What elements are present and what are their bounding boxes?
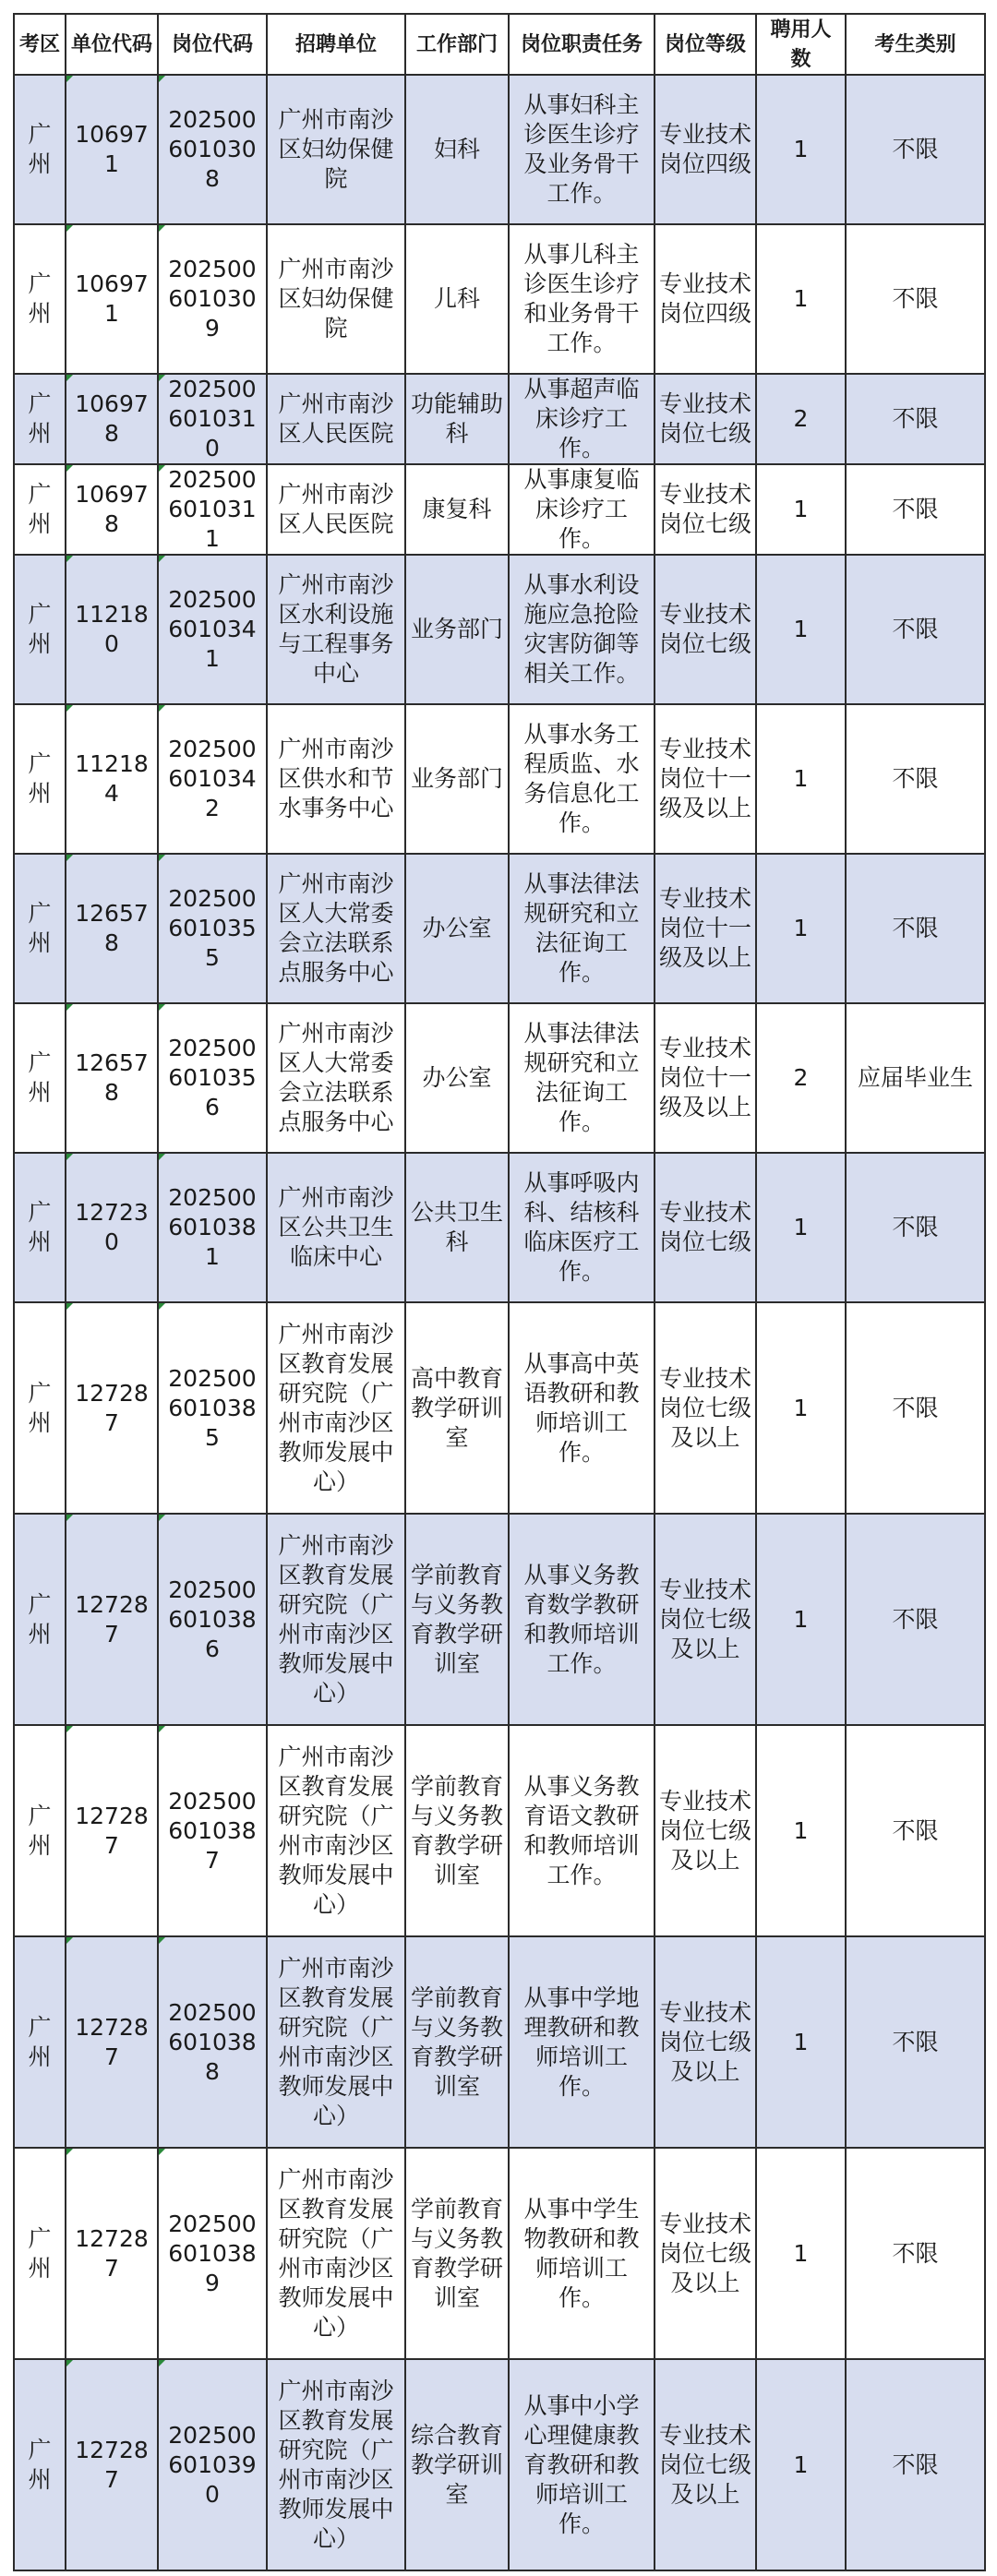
cell-count: 1 [756,854,846,1003]
header-region: 考区 [14,14,66,75]
cell-category: 不限 [846,555,985,704]
table-row [14,2148,985,2359]
cell-level: 专业技术岗位十一级及以上 [655,1003,756,1153]
cell-unit: 广州市南沙区人民医院 [267,374,405,464]
cell-job: 2025006010381 [158,1153,267,1302]
cell-dept: 妇科 [405,75,509,224]
cell-level: 专业技术岗位四级 [655,75,756,224]
cell-duty: 从事法律法规研究和立法征询工作。 [509,1003,655,1153]
cell-region: 广州 [14,2359,66,2570]
cell-job: 2025006010386 [158,1514,267,1725]
cell-category: 不限 [846,75,985,224]
header-unit: 招聘单位 [267,14,405,75]
cell-category: 不限 [846,704,985,854]
cell-unit: 广州市南沙区教育发展研究院（广州市南沙区教师发展中心） [267,1302,405,1514]
cell-region: 广州 [14,1003,66,1153]
cell-unit: 广州市南沙区供水和节水事务中心 [267,704,405,854]
cell-code: 106971 [66,75,158,224]
cell-unit: 广州市南沙区妇幼保健院 [267,75,405,224]
cell-unit: 广州市南沙区人民医院 [267,464,405,555]
table-row [14,1003,985,1153]
cell-category: 不限 [846,224,985,374]
cell-count: 2 [756,1003,846,1153]
cell-code: 127287 [66,2148,158,2359]
table-row [14,1514,985,1725]
cell-code: 106971 [66,224,158,374]
cell-level: 专业技术岗位七级及以上 [655,2359,756,2570]
cell-duty: 从事法律法规研究和立法征询工作。 [509,854,655,1003]
cell-code: 127287 [66,1302,158,1514]
table-body [14,75,985,2570]
cell-unit: 广州市南沙区教育发展研究院（广州市南沙区教师发展中心） [267,2359,405,2570]
header-category: 考生类别 [846,14,985,75]
table-row [14,1725,985,1936]
cell-code: 127287 [66,1725,158,1936]
cell-category: 不限 [846,464,985,555]
cell-code: 127287 [66,1514,158,1725]
cell-level: 专业技术岗位十一级及以上 [655,704,756,854]
table-row [14,464,985,555]
cell-dept: 功能辅助科 [405,374,509,464]
header-duty: 岗位职责任务 [509,14,655,75]
cell-category: 不限 [846,854,985,1003]
cell-dept: 办公室 [405,1003,509,1153]
cell-dept: 公共卫生科 [405,1153,509,1302]
cell-dept: 业务部门 [405,704,509,854]
cell-region: 广州 [14,704,66,854]
cell-job: 2025006010388 [158,1936,267,2148]
cell-region: 广州 [14,2148,66,2359]
cell-region: 广州 [14,1936,66,2148]
cell-duty: 从事呼吸内科、结核科临床医疗工作。 [509,1153,655,1302]
cell-level: 专业技术岗位七级及以上 [655,1936,756,2148]
cell-job: 2025006010341 [158,555,267,704]
cell-unit: 广州市南沙区公共卫生临床中心 [267,1153,405,1302]
cell-job: 2025006010356 [158,1003,267,1153]
cell-category: 不限 [846,374,985,464]
recruitment-table-container [13,13,984,2571]
cell-unit: 广州市南沙区教育发展研究院（广州市南沙区教师发展中心） [267,1514,405,1725]
table-row [14,75,985,224]
cell-duty: 从事义务教育数学教研和教师培训工作。 [509,1514,655,1725]
cell-count: 1 [756,464,846,555]
cell-count: 1 [756,2359,846,2570]
cell-region: 广州 [14,1725,66,1936]
cell-count: 1 [756,555,846,704]
cell-region: 广州 [14,374,66,464]
cell-level: 专业技术岗位七级 [655,464,756,555]
cell-code: 126578 [66,1003,158,1153]
recruitment-table [13,13,986,2571]
cell-category: 不限 [846,1936,985,2148]
cell-level: 专业技术岗位七级 [655,374,756,464]
cell-duty: 从事中学地理教研和教师培训工作。 [509,1936,655,2148]
cell-region: 广州 [14,1153,66,1302]
cell-code: 112180 [66,555,158,704]
cell-dept: 康复科 [405,464,509,555]
cell-level: 专业技术岗位七级及以上 [655,2148,756,2359]
cell-job: 2025006010385 [158,1302,267,1514]
cell-category: 不限 [846,1725,985,1936]
table-row [14,374,985,464]
cell-count: 1 [756,704,846,854]
cell-region: 广州 [14,555,66,704]
cell-job: 2025006010311 [158,464,267,555]
cell-unit: 广州市南沙区教育发展研究院（广州市南沙区教师发展中心） [267,2148,405,2359]
cell-region: 广州 [14,1514,66,1725]
cell-level: 专业技术岗位七级 [655,1153,756,1302]
cell-job: 2025006010310 [158,374,267,464]
cell-count: 1 [756,224,846,374]
cell-count: 1 [756,1514,846,1725]
table-row [14,555,985,704]
cell-unit: 广州市南沙区教育发展研究院（广州市南沙区教师发展中心） [267,1936,405,2148]
header-job-code: 岗位代码 [158,14,267,75]
cell-dept: 学前教育与义务教育教学研训室 [405,1514,509,1725]
cell-region: 广州 [14,1302,66,1514]
cell-dept: 办公室 [405,854,509,1003]
cell-duty: 从事高中英语教研和教师培训工作。 [509,1302,655,1514]
cell-duty: 从事义务教育语文教研和教师培训工作。 [509,1725,655,1936]
cell-duty: 从事水务工程质监、水务信息化工作。 [509,704,655,854]
cell-duty: 从事儿科主诊医生诊疗和业务骨干工作。 [509,224,655,374]
cell-job: 2025006010308 [158,75,267,224]
cell-count: 1 [756,75,846,224]
table-row [14,704,985,854]
cell-duty: 从事中学生物教研和教师培训工作。 [509,2148,655,2359]
table-row [14,1153,985,1302]
cell-code: 106978 [66,374,158,464]
cell-count: 1 [756,1302,846,1514]
cell-code: 106978 [66,464,158,555]
table-row [14,2359,985,2570]
cell-job: 2025006010309 [158,224,267,374]
header-count: 聘用人数 [756,14,846,75]
table-row [14,1302,985,1514]
cell-count: 2 [756,374,846,464]
cell-region: 广州 [14,224,66,374]
cell-level: 专业技术岗位七级及以上 [655,1514,756,1725]
cell-dept: 综合教育教学研训室 [405,2359,509,2570]
cell-code: 112184 [66,704,158,854]
cell-level: 专业技术岗位七级及以上 [655,1725,756,1936]
table-header-row [14,14,985,75]
cell-count: 1 [756,1725,846,1936]
cell-category: 不限 [846,1302,985,1514]
header-dept: 工作部门 [405,14,509,75]
cell-category: 不限 [846,1153,985,1302]
cell-unit: 广州市南沙区水利设施与工程事务中心 [267,555,405,704]
cell-region: 广州 [14,75,66,224]
cell-job: 2025006010390 [158,2359,267,2570]
cell-count: 1 [756,2148,846,2359]
cell-unit: 广州市南沙区教育发展研究院（广州市南沙区教师发展中心） [267,1725,405,1936]
cell-dept: 学前教育与义务教育教学研训室 [405,1936,509,2148]
cell-duty: 从事康复临床诊疗工作。 [509,464,655,555]
table-row [14,854,985,1003]
cell-category: 不限 [846,1514,985,1725]
cell-job: 2025006010342 [158,704,267,854]
cell-category: 不限 [846,2148,985,2359]
cell-dept: 儿科 [405,224,509,374]
cell-dept: 学前教育与义务教育教学研训室 [405,2148,509,2359]
header-level: 岗位等级 [655,14,756,75]
cell-dept: 业务部门 [405,555,509,704]
cell-job: 2025006010355 [158,854,267,1003]
cell-dept: 学前教育与义务教育教学研训室 [405,1725,509,1936]
cell-unit: 广州市南沙区妇幼保健院 [267,224,405,374]
cell-job: 2025006010389 [158,2148,267,2359]
cell-code: 127287 [66,1936,158,2148]
table-row [14,224,985,374]
table-row [14,1936,985,2148]
cell-category: 应届毕业生 [846,1003,985,1153]
cell-level: 专业技术岗位七级及以上 [655,1302,756,1514]
cell-duty: 从事超声临床诊疗工作。 [509,374,655,464]
cell-job: 2025006010387 [158,1725,267,1936]
cell-count: 1 [756,1153,846,1302]
cell-code: 127230 [66,1153,158,1302]
cell-category: 不限 [846,2359,985,2570]
cell-unit: 广州市南沙区人大常委会立法联系点服务中心 [267,1003,405,1153]
cell-code: 126578 [66,854,158,1003]
cell-code: 127287 [66,2359,158,2570]
header-unit-code: 单位代码 [66,14,158,75]
cell-region: 广州 [14,854,66,1003]
cell-level: 专业技术岗位四级 [655,224,756,374]
cell-duty: 从事水利设施应急抢险灾害防御等相关工作。 [509,555,655,704]
cell-dept: 高中教育教学研训室 [405,1302,509,1514]
cell-duty: 从事中小学心理健康教育教研和教师培训工作。 [509,2359,655,2570]
cell-count: 1 [756,1936,846,2148]
cell-level: 专业技术岗位十一级及以上 [655,854,756,1003]
cell-level: 专业技术岗位七级 [655,555,756,704]
cell-unit: 广州市南沙区人大常委会立法联系点服务中心 [267,854,405,1003]
cell-duty: 从事妇科主诊医生诊疗及业务骨干工作。 [509,75,655,224]
cell-region: 广州 [14,464,66,555]
